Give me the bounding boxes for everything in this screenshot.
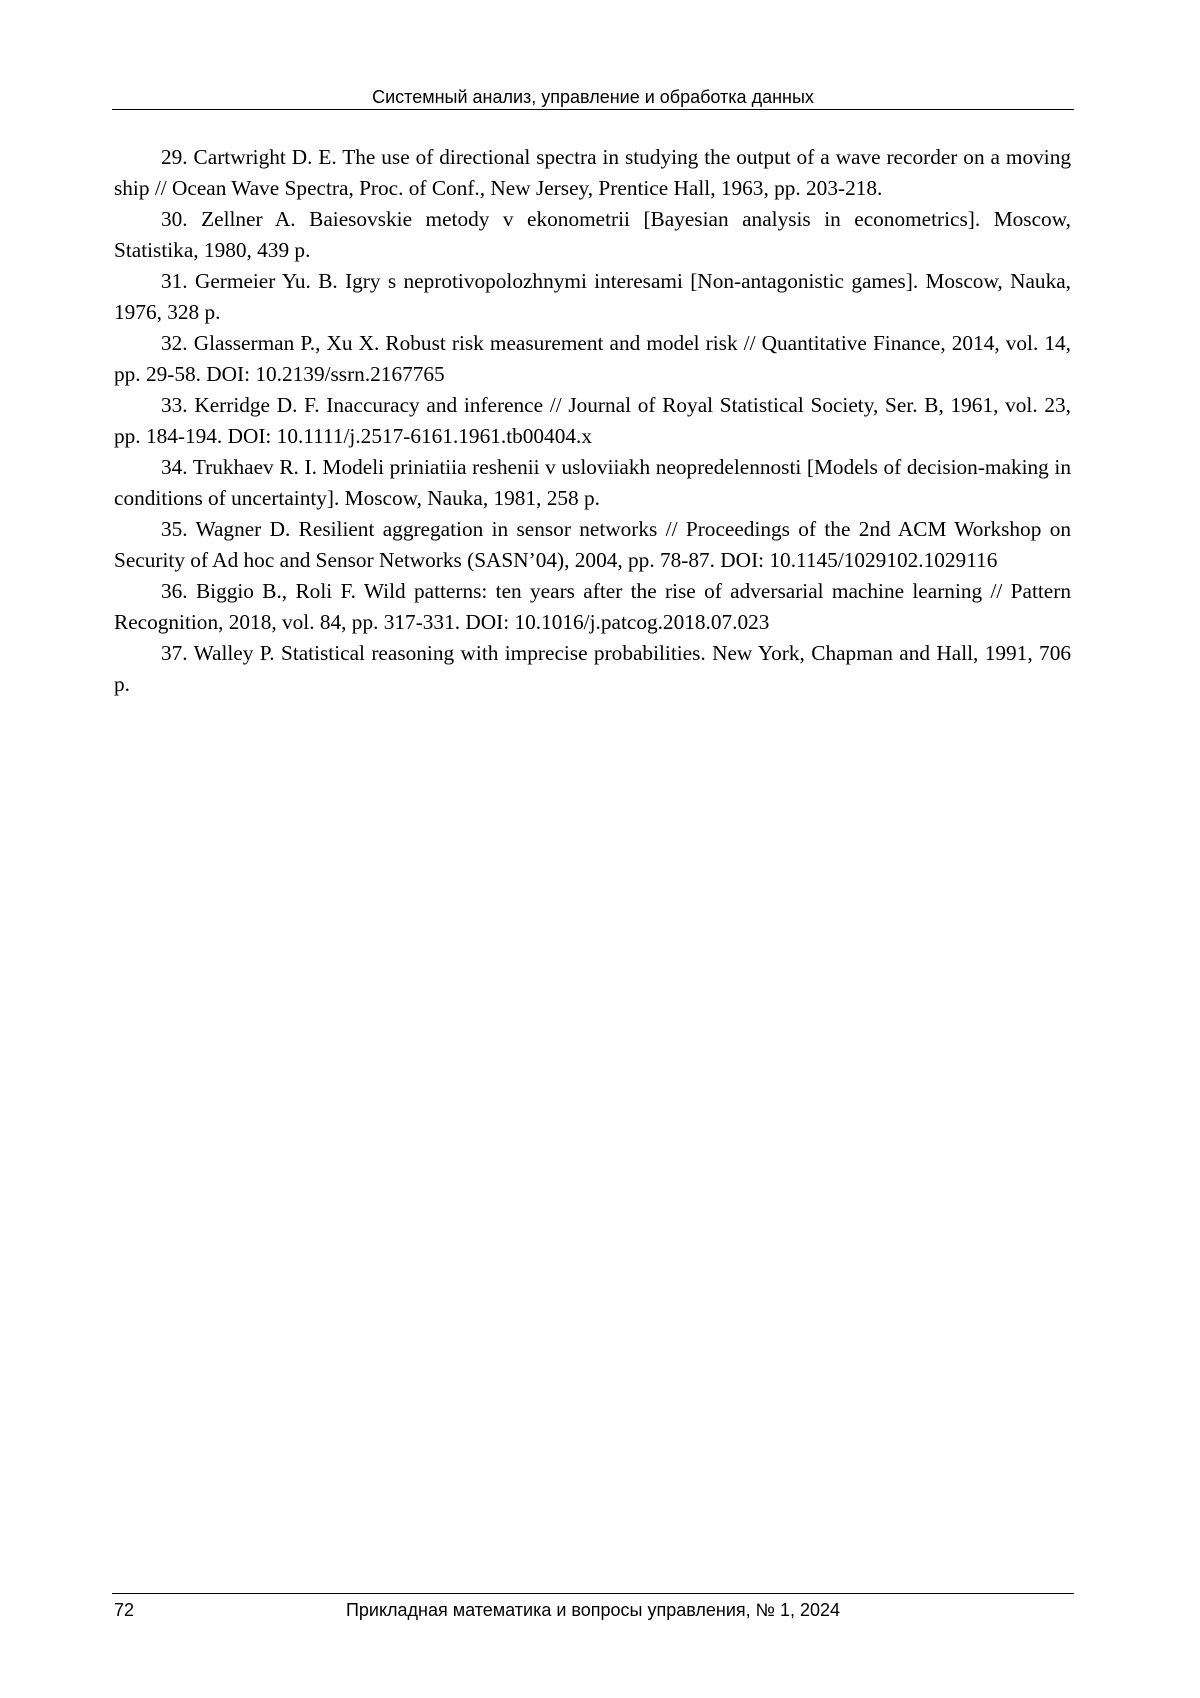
reference-item: 31. Germeier Yu. B. Igry s neprotivopolozhnymi interesami [Non-antagonistic games]. Mos­cow, Nauka, 1976, 328 p. [114,266,1071,328]
reference-item: 33. Kerridge D. F. Inaccuracy and inference // Journal of Royal Statistical Society, Ser. B, 1961, vol. 23, pp. 184-194. DOI: 10.1111/j.2517-6161.1961.tb00404.x [114,390,1071,452]
reference-list [114,142,1071,700]
reference-item: 36. Biggio B., Roli F. Wild patterns: ten years after the rise of adversarial machine learning // Pattern Recognition, 2018, vol. 84, pp. 317-331. DOI: 10.1016/j.patcog.2018.07.023 [114,576,1071,638]
reference-item: 30. Zellner A. Baiesovskie metody v ekonometrii [Bayesian analysis in econometrics]. Mos­cow, Statistika, 1980, 439 p. [114,204,1071,266]
reference-item: 29. Cartwright D. E. The use of directional spectra in studying the output of a wave recorder on a moving ship // Ocean Wave Spectra, Proc. of Conf., New Jersey, Prentice Hall, 1963, pp. 203-218. [114,142,1071,204]
running-header: Системный анализ, управление и обработка данных [112,86,1074,108]
document-page [0,0,1200,1698]
reference-item: 32. Glasserman P., Xu X. Robust risk measurement and model risk // Quantitative Finance, 2014, vol. 14, pp. 29-58. DOI: 10.2139/ssrn.2167765 [114,328,1071,390]
journal-footer: Прикладная математика и вопросы управления, № 1, 2024 [112,1599,1074,1621]
reference-item: 37. Walley P. Statistical reasoning with imprecise probabilities. New York, Chapman and Hall, 1991, 706 p. [114,638,1071,700]
header-rule [112,109,1074,110]
page-number: 72 [114,1599,134,1621]
reference-item: 35. Wagner D. Resilient aggregation in sensor networks // Proceedings of the 2nd ACM Workshop on Security of Ad hoc and Sensor Networks (SASN’04), 2004, pp. 78-87. DOI: 10.1145/1029102.1029116 [114,514,1071,576]
reference-item: 34. Trukhaev R. I. Modeli priniatiia reshenii v usloviiakh neopredelennosti [Models of deci­sion-making in conditions of uncertainty]. Moscow, Nauka, 1981, 258 p. [114,452,1071,514]
footer-rule [112,1593,1074,1594]
